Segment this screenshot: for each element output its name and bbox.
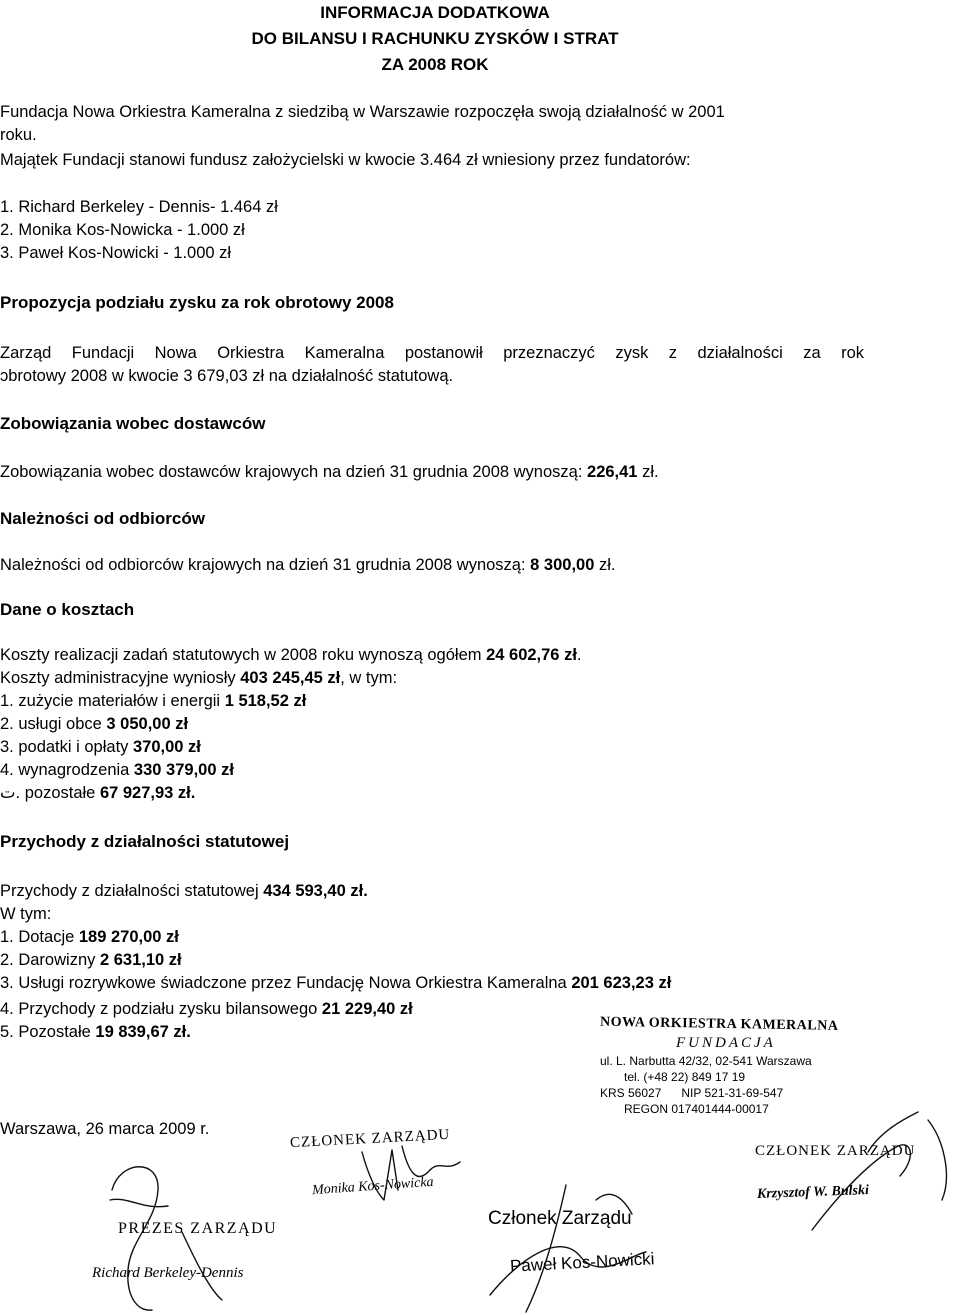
list-item: 3. Usługi rozrywkowe świadczone przez Fundację Nowa Orkiestra Kameralna 201 623,23 zł: [0, 974, 672, 992]
liabilities-text: [0, 461, 659, 484]
list-item: 2. Darowizny 2 631,10 zł: [0, 951, 182, 969]
list-item: 1. zużycie materiałów i energii 1 518,52 zł: [0, 692, 307, 710]
receivables-amount: 8 300,00: [530, 556, 595, 574]
revenue-intro: W tym:: [0, 905, 52, 923]
liabilities-heading: Zobowiązania wobec dostawców: [0, 414, 266, 433]
costs-statutory-label: Koszty realizacji zadań statutowych w 2008 roku wynoszą ogółem: [0, 646, 487, 664]
receivables-unit: zł.: [594, 556, 616, 574]
receivables-text: [0, 554, 615, 577]
stamp-type: FUNDACJA: [676, 1035, 776, 1051]
member2-stamp-title: Członek Zarządu: [488, 1208, 632, 1229]
list-item: 3. Paweł Kos-Nowicki - 1.000 zł: [0, 244, 232, 262]
liabilities-unit: zł.: [637, 463, 659, 481]
stamp-name: NOWA ORKIESTRA KAMERALNA: [599, 1014, 839, 1034]
intro-line-3: Majątek Fundacji stanowi fundusz założycielski w kwocie 3.464 zł wniesiony przez fundatorów:: [0, 151, 691, 169]
revenue-heading: Przychody z działalności statutowej: [0, 832, 290, 851]
member2-signature: [490, 1185, 646, 1312]
revenue-total: [0, 880, 368, 903]
list-item: 4. Przychody z podziału zysku bilansowego 21 229,40 zł: [0, 1000, 413, 1018]
costs-statutory-amount: 24 602,76 zł: [486, 646, 577, 664]
revenue-amount: 434 593,40 zł.: [263, 882, 368, 900]
stamp-address: ul. L. Narbutta 42/32, 02-541 Warszawa: [600, 1054, 812, 1068]
intro-line-1: Fundacja Nowa Orkiestra Kameralna z siedzibą w Warszawie rozpoczęła swoją działalność w 2001: [0, 103, 725, 121]
member3-signature: [812, 1112, 946, 1230]
stamp-phone: tel. (+48 22) 849 17 19: [624, 1070, 746, 1084]
stamp-regon: REGON 017401444-00017: [624, 1102, 769, 1116]
member2-stamp-name: Paweł Kos-Nowicki: [509, 1249, 655, 1276]
costs-statutory-end: .: [576, 646, 582, 664]
member1-stamp-name: Monika Kos-Nowicka: [311, 1174, 435, 1199]
stamp-krs-nip: KRS 56027 NIP 521-31-69-547: [600, 1086, 784, 1100]
liabilities-amount: 226,41: [587, 463, 638, 481]
list-item: ت. pozostałe 67 927,93 zł.: [0, 784, 196, 802]
costs-admin-label: Koszty administracyjne wyniosły: [0, 669, 241, 687]
list-item: 3. podatki i opłaty 370,00 zł: [0, 738, 201, 756]
title-line-1: INFORMACJA DODATKOWA: [320, 3, 550, 22]
profit-heading: Propozycja podziału zysku za rok obrotowy 2008: [0, 293, 394, 312]
member3-stamp-title: CZŁONEK ZARZĄDU: [755, 1143, 916, 1159]
list-item: 5. Pozostałe 19 839,67 zł.: [0, 1023, 191, 1041]
revenue-label: Przychody z działalności statutowej: [0, 882, 264, 900]
profit-line-1: Zarząd Fundacji Nowa Orkiestra Kameralna postanowił przeznaczyć zysk z działalności za rok: [0, 344, 864, 362]
costs-admin-amount: 403 245,45 zł: [240, 669, 341, 687]
list-item: 1. Dotacje 189 270,00 zł: [0, 928, 179, 946]
list-item: 2. Monika Kos-Nowicka - 1.000 zł: [0, 221, 245, 239]
costs-heading: Dane o kosztach: [0, 600, 135, 619]
list-item: 2. usługi obce 3 050,00 zł: [0, 715, 189, 733]
title-line-2: DO BILANSU I RACHUNKU ZYSKÓW I STRAT: [251, 29, 619, 48]
president-stamp-title: PREZES ZARZĄDU: [118, 1220, 278, 1237]
receivables-heading: Należności od odbiorców: [0, 509, 205, 528]
intro-line-2: roku.: [0, 126, 37, 144]
place-date: Warszawa, 26 marca 2009 r.: [0, 1120, 210, 1138]
president-stamp-name: Richard Berkeley-Dennis: [92, 1265, 244, 1281]
receivables-label: Należności od odbiorców krajowych na dzień 31 grudnia 2008 wynoszą:: [0, 556, 531, 574]
member1-stamp-title: CZŁONEK ZARZĄDU: [289, 1126, 451, 1152]
costs-statutory: [0, 644, 582, 667]
member3-stamp-name: Krzysztof W. Bulski: [756, 1183, 870, 1202]
document-title: [170, 0, 700, 78]
list-item: 1. Richard Berkeley - Dennis- 1.464 zł: [0, 198, 278, 216]
list-item: 4. wynagrodzenia 330 379,00 zł: [0, 761, 234, 779]
costs-admin: [0, 667, 397, 690]
liabilities-label: Zobowiązania wobec dostawców krajowych na dzień 31 grudnia 2008 wynoszą:: [0, 463, 588, 481]
title-line-3: ZA 2008 ROK: [381, 55, 489, 74]
foundation-stamp: [599, 1014, 860, 1117]
profit-line-2: ᴐbrotowy 2008 w kwocie 3 679,03 zł na działalność statutową.: [0, 367, 454, 385]
costs-admin-end: , w tym:: [340, 669, 398, 687]
